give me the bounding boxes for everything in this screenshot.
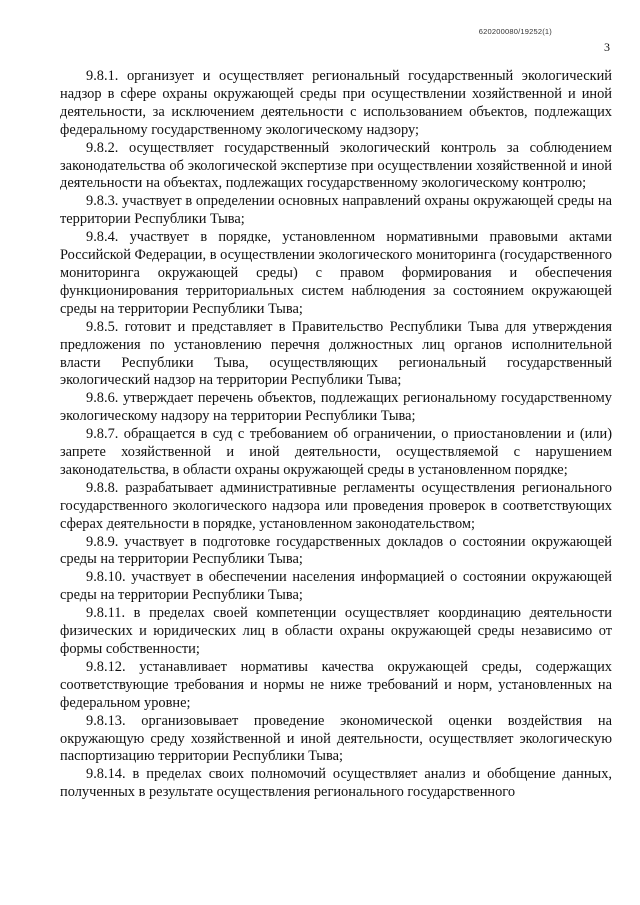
paragraph-9-8-3: 9.8.3. участвует в определении основных направлений охраны окружающей среды на территории Республики Тыва; — [60, 193, 612, 228]
document-body — [60, 68, 612, 802]
paragraph-9-8-4: 9.8.4. участвует в порядке, установленном нормативными правовыми актами Российской Федерации, в осуществлении экологического мониторинга (государственного мониторинга окружающей среды) с правом формирования и обеспечения функционирования территориальных систем наблюдения за состоянием окружающей среды на территории Республики Тыва; — [60, 229, 612, 317]
paragraph-9-8-5: 9.8.5. готовит и представляет в Правительство Республики Тыва для утверждения предложения по установлению перечня должностных лиц органов исполнительной власти Республики Тыва, осуществляющих региональный государственный экологический надзор на территории Республики Тыва; — [60, 318, 612, 389]
page-number: 3 — [604, 40, 610, 54]
paragraph-9-8-12: 9.8.12. устанавливает нормативы качества окружающей среды, содержащих соответствующие требования и нормы не ниже требований и норм, установленных на федеральном уровне; — [60, 658, 612, 711]
paragraph-9-8-9: 9.8.9. участвует в подготовке государственных докладов о состоянии окружающей среды на территории Республики Тыва; — [60, 533, 612, 568]
paragraph-9-8-2: 9.8.2. осуществляет государственный экологический контроль за соблюдением законодательства об экологической экспертизе при осуществлении хозяйственной и иной деятельности на объектах, подлежащих государственному экологическому контролю; — [60, 139, 612, 192]
paragraph-9-8-6: 9.8.6. утверждает перечень объектов, подлежащих региональному государственному экологическому надзору на территории Республики Тыва; — [60, 390, 612, 425]
paragraph-9-8-7: 9.8.7. обращается в суд с требованием об ограничении, о приостановлении и (или) запрете хозяйственной и иной деятельности, осуществляемой с нарушением законодательства, в области охраны окружающей среды в установленном порядке; — [60, 426, 612, 478]
document-id: 620200080/19252(1) — [478, 27, 552, 36]
paragraph-9-8-10: 9.8.10. участвует в обеспечении населения информацией о состоянии окружающей среды на территории Республики Тыва; — [60, 569, 612, 604]
paragraph-9-8-1: 9.8.1. организует и осуществляет региональный государственный экологический надзор в сфере охраны окружающей среды при осуществлении хозяйственной и иной деятельности, за исключением деятельности с использованием объектов, подлежащих федеральному государственному экологическому надзору; — [60, 68, 612, 138]
paragraph-9-8-13: 9.8.13. организовывает проведение экономической оценки воздействия на окружающую среду хозяйственной и иной деятельности, осуществляет экологическую паспортизацию территории Республики Тыва; — [60, 712, 612, 765]
paragraph-9-8-11: 9.8.11. в пределах своей компетенции осуществляет координацию деятельности физических и юридических лиц в области охраны окружающей среды независимо от формы собственности; — [60, 605, 612, 657]
paragraph-9-8-14: 9.8.14. в пределах своих полномочий осуществляет анализ и обобщение данных, полученных в результате осуществления регионального государственного — [60, 766, 612, 801]
paragraph-9-8-8: 9.8.8. разрабатывает административные регламенты осуществления регионального государственного экологического надзора или проведения проверок в соответствующих сферах деятельности в порядке, установленном законодательством; — [60, 479, 612, 532]
